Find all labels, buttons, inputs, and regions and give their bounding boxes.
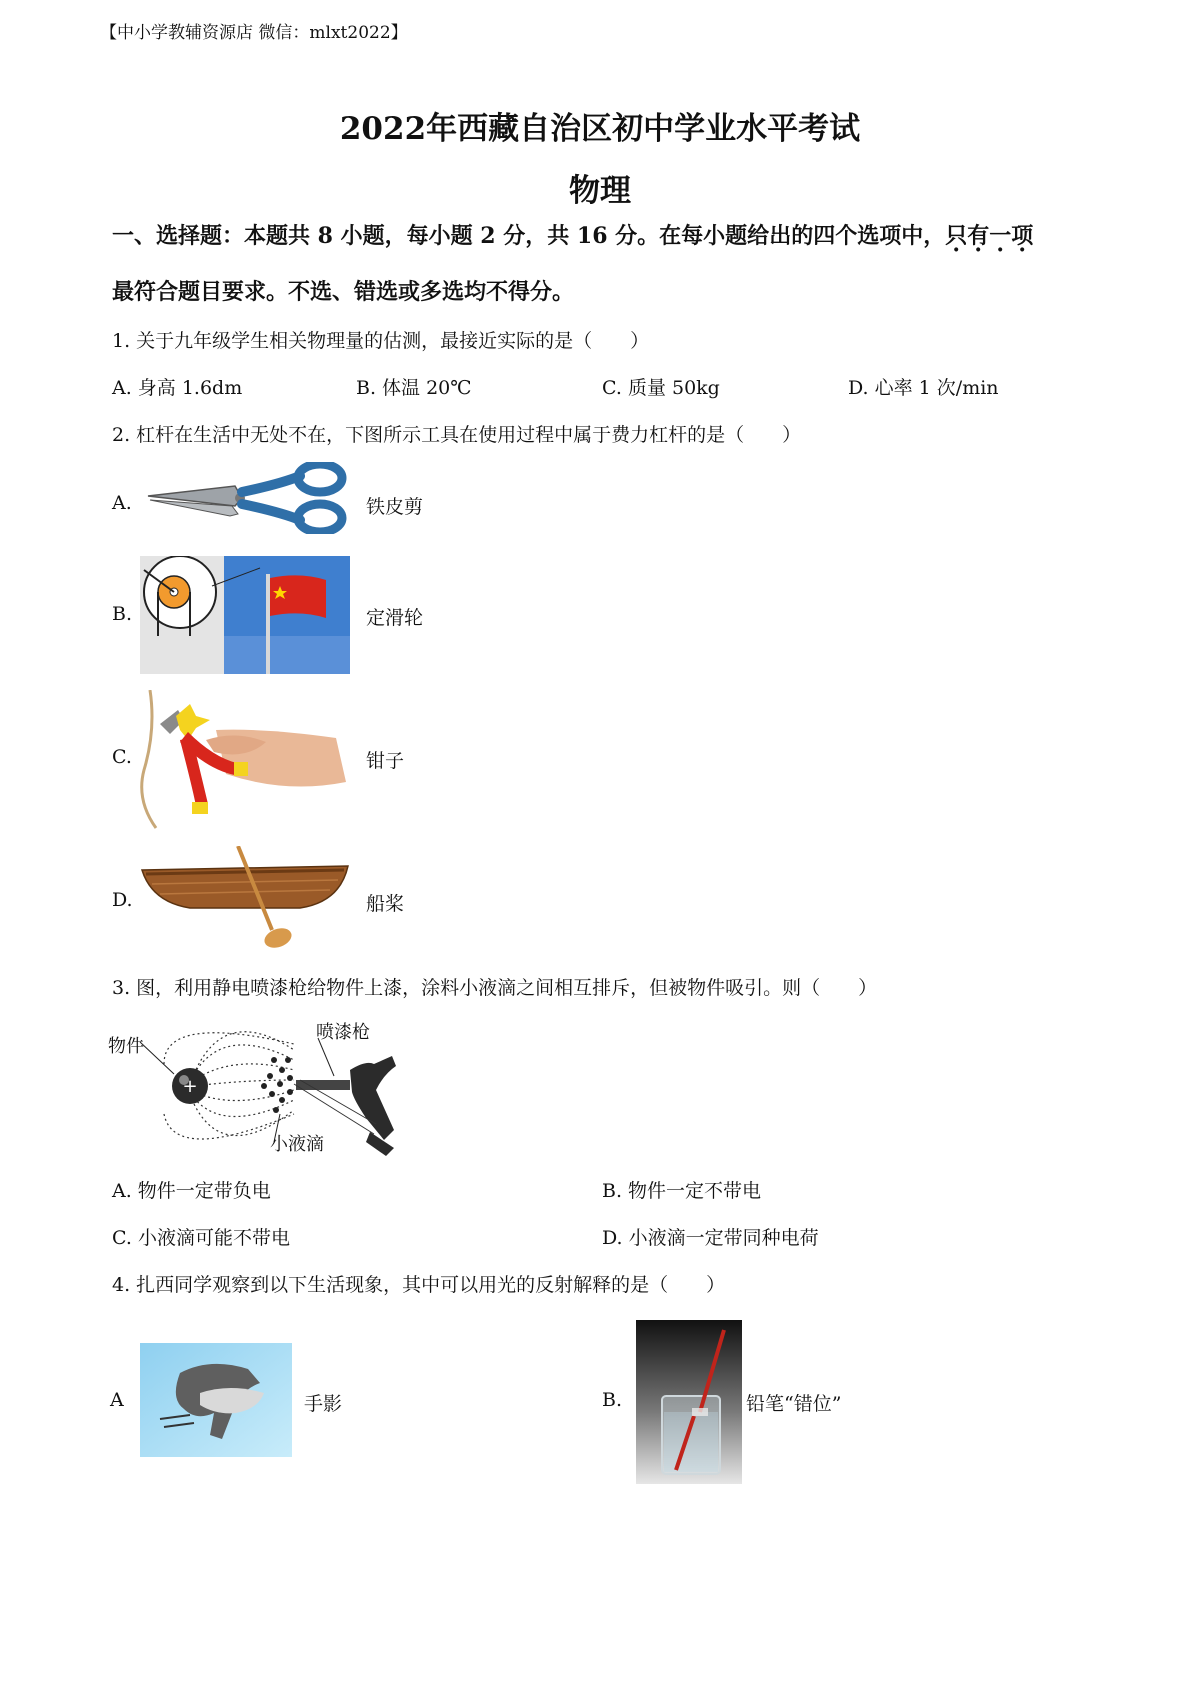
- q3-option-a: A. 物件一定带负电: [112, 1180, 271, 1202]
- q2-option-c-label: 钳子: [366, 750, 405, 772]
- emphasis-char: 一: [989, 223, 1012, 249]
- fixed-pulley-flag-image: [140, 556, 350, 674]
- figure-label-object: 物件: [108, 1036, 144, 1057]
- q2-option-d-label: 船桨: [366, 893, 405, 915]
- q3-option-b: B. 物件一定不带电: [602, 1180, 762, 1202]
- q2-option-c-letter: C.: [112, 746, 132, 768]
- svg-text:+: +: [182, 1076, 198, 1097]
- emphasis-char: 只: [945, 223, 968, 249]
- boat-oar-image: [140, 846, 352, 948]
- subject-title: 物理: [569, 173, 631, 209]
- q1-option-b: B. 体温 20℃: [356, 377, 472, 399]
- section-instructions-text: 一、选择题：本题共 8 小题，每小题 2 分，共 16 分。在每小题给出的四个选项中，: [112, 223, 946, 249]
- hand-shadow-image: [140, 1343, 292, 1457]
- q2-option-a-letter: A.: [112, 492, 132, 514]
- q4-option-a-letter: A: [110, 1389, 124, 1411]
- figure-label-droplets: 小液滴: [270, 1134, 324, 1155]
- emphasis-char: 项: [1011, 223, 1034, 249]
- q1-option-c: C. 质量 50kg: [602, 377, 720, 399]
- q2-option-d-letter: D.: [112, 889, 133, 911]
- watermark-header: 【中小学教辅资源店 微信：mlxt2022】: [100, 23, 408, 43]
- question-4-stem: 4. 扎西同学观察到以下生活现象，其中可以用光的反射解释的是（ ）: [112, 1274, 726, 1296]
- section-instructions-line2: 最符合题目要求。不选、错选或多选均不得分。: [112, 279, 575, 305]
- q2-option-a-label: 铁皮剪: [366, 496, 424, 518]
- question-2-stem: 2. 杠杆在生活中无处不在，下图所示工具在使用过程中属于费力杠杆的是（ ）: [112, 424, 802, 446]
- q4-option-b-letter: B.: [602, 1389, 623, 1411]
- q1-option-a: A. 身高 1.6dm: [112, 377, 243, 399]
- section-instructions-line1: [112, 219, 1033, 250]
- q4-option-b-label: 铅笔“错位”: [746, 1393, 842, 1415]
- question-3-stem: 3. 图，利用静电喷漆枪给物件上漆，涂料小液滴之间相互排斥，但被物件吸引。则（ ）: [112, 977, 878, 999]
- q2-option-b-label: 定滑轮: [366, 607, 424, 629]
- q4-option-a-label: 手影: [304, 1393, 343, 1415]
- q3-option-d: D. 小液滴一定带同种电荷: [602, 1227, 819, 1249]
- pencil-in-water-image: [636, 1320, 742, 1484]
- tin-snips-image: [140, 462, 350, 534]
- figure-label-spray-gun: 喷漆枪: [316, 1022, 370, 1043]
- question-1-stem: 1. 关于九年级学生相关物理量的估测，最接近实际的是（ ）: [112, 330, 650, 352]
- exam-title: 2022年西藏自治区初中学业水平考试: [339, 111, 861, 147]
- q1-option-d: D. 心率 1 次/min: [848, 377, 999, 399]
- q3-option-c: C. 小液滴可能不带电: [112, 1227, 290, 1249]
- pliers-image: [136, 690, 350, 830]
- q2-option-b-letter: B.: [112, 603, 133, 625]
- emphasis-char: 有: [967, 223, 990, 249]
